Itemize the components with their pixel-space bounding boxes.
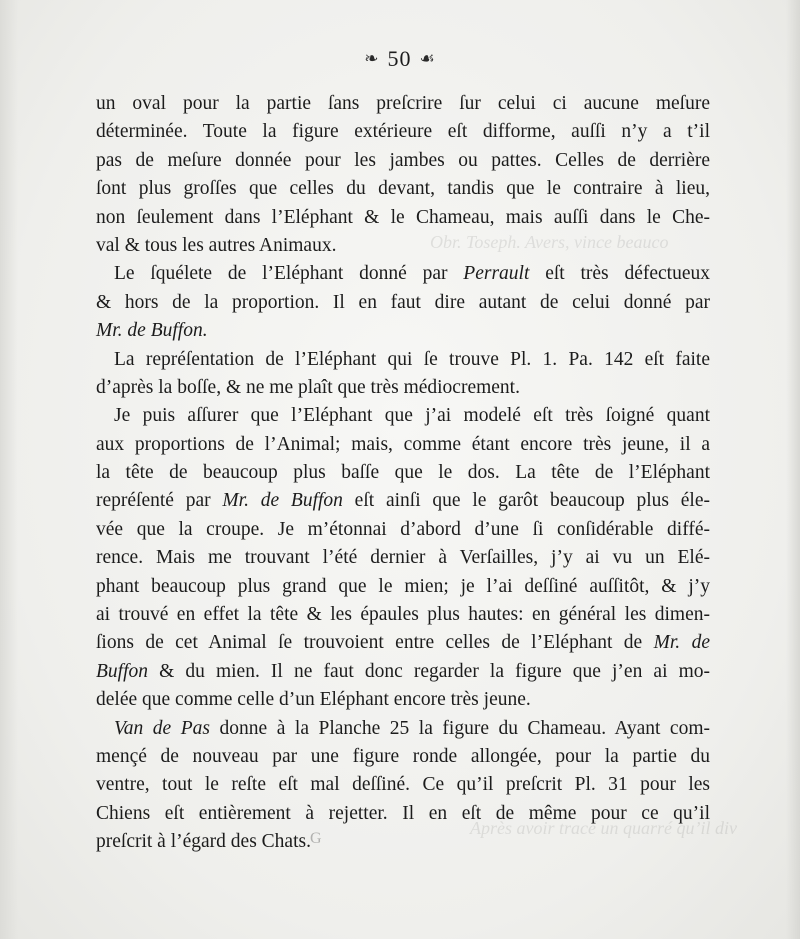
body-text bbox=[96, 90, 710, 857]
text-segment: vée que la croupe. Je m’étonnai d’abord d’une ſi conſidérable diffé- bbox=[96, 518, 710, 540]
text-segment: un oval pour la partie ſans preſcrire ſur celui ci aucune meſure bbox=[96, 93, 710, 114]
text-line bbox=[96, 459, 710, 487]
text-segment: Le ſquélete de l’Eléphant donné par bbox=[114, 263, 464, 285]
text-segment: eſt ainſi que le garôt beaucoup plus éle- bbox=[342, 490, 711, 512]
text-segment: Je puis aſſurer que l’Eléphant que j’ai modelé eſt très ſoigné quant bbox=[114, 405, 710, 427]
signature-mark: G bbox=[310, 830, 322, 847]
text-segment: ai trouvé en effet la tête & les épaules plus hautes: en général les dimen- bbox=[96, 604, 710, 626]
text-segment: ventre, tout le reſte eſt mal deſſiné. Ce qu’il preſcrit Pl. 31 pour les bbox=[96, 774, 710, 796]
show-through-line: Obr. Toseph. Avers, vince beauco bbox=[430, 232, 669, 252]
text-segment: ſions de cet Animal ſe trouvoient entre celles de l’Eléphant de bbox=[96, 632, 654, 654]
italic-text: Mr. de bbox=[653, 632, 711, 654]
text-segment: donne à la Planche 25 la figure du Chameau. Ayant com- bbox=[209, 717, 710, 739]
italic-text: Mr. de Buffon. bbox=[96, 320, 208, 342]
ornament-right-icon: ☙ bbox=[419, 49, 436, 68]
italic-text: Van de Pas bbox=[114, 717, 210, 739]
page-edge-right bbox=[786, 0, 800, 939]
text-line bbox=[96, 828, 710, 856]
text-segment: non ſeulement dans l’Eléphant & le Chameau, mais auſſi dans le Che- bbox=[96, 206, 710, 228]
text-segment: & hors de la proportion. Il en faut dire autant de celui donné par bbox=[96, 291, 710, 313]
text-line bbox=[96, 260, 710, 288]
text-line bbox=[96, 346, 710, 374]
text-segment: repréſenté par bbox=[96, 490, 223, 512]
text-segment: la tête de beaucoup plus baſſe que le dos. La tête de l’Eléphant bbox=[96, 462, 710, 484]
text-line bbox=[96, 658, 710, 686]
text-line bbox=[96, 573, 710, 601]
text-segment: rence. Mais me trouvant l’été dernier à Verſailles, j’y ai vu un Elé- bbox=[96, 547, 710, 569]
text-segment: La repréſentation de l’Eléphant qui ſe trouve Pl. 1. Pa. 142 eſt faite bbox=[114, 348, 710, 370]
text-segment: déterminée. Toute la figure extérieure eſt difforme, auſſi n’y a t’il bbox=[96, 121, 710, 143]
text-line bbox=[96, 147, 710, 175]
text-segment: preſcrit à l’égard des Chats. bbox=[96, 831, 311, 853]
text-line bbox=[96, 289, 710, 317]
text-segment: pas de meſure donnée pour les jambes ou pattes. Celles de derrière bbox=[96, 149, 710, 171]
page-number: 50 bbox=[387, 46, 412, 71]
text-line bbox=[96, 175, 710, 203]
text-line bbox=[96, 232, 710, 260]
show-through-line: Après avoir tracé un quarré qu’il div bbox=[470, 818, 737, 838]
text-segment: ſont plus groſſes que celles du devant, tandis que le contraire à lieu, bbox=[96, 178, 710, 200]
text-line bbox=[96, 487, 710, 515]
text-segment: & du mien. Il ne faut donc regarder la figure que j’en ai mo- bbox=[148, 660, 710, 682]
text-line bbox=[96, 743, 710, 771]
page-edge-left bbox=[0, 0, 18, 939]
text-segment: phant beaucoup plus grand que le mien; je l’ai deſſiné auſſitôt, & j’y bbox=[96, 575, 710, 597]
text-line bbox=[96, 90, 710, 118]
text-line bbox=[96, 629, 710, 657]
text-segment: eſt très défectueux bbox=[529, 263, 710, 285]
text-segment: val & tous les autres Animaux. bbox=[96, 234, 337, 256]
text-line bbox=[96, 374, 710, 402]
text-line bbox=[96, 715, 710, 743]
text-segment: Chiens eſt entièrement à rejetter. Il en eſt de même pour ce qu’il bbox=[96, 802, 710, 824]
text-line bbox=[96, 771, 710, 799]
text-segment: mençé de nouveau par une figure ronde allongée, pour la partie du bbox=[96, 745, 710, 767]
text-segment: delée que comme celle d’un Eléphant encore très jeune. bbox=[96, 689, 531, 711]
italic-text: Perrault bbox=[463, 263, 530, 285]
text-line bbox=[96, 317, 710, 345]
italic-text: Mr. de Buffon bbox=[222, 490, 343, 512]
text-segment: aux proportions de l’Animal; mais, comme étant encore très jeune, il a bbox=[96, 433, 710, 455]
text-line bbox=[96, 800, 710, 828]
text-line bbox=[96, 601, 710, 629]
text-segment: d’après la boſſe, & ne me plaît que très médiocrement. bbox=[96, 376, 520, 398]
text-line bbox=[96, 544, 710, 572]
text-line bbox=[96, 204, 710, 232]
text-line bbox=[96, 118, 710, 146]
italic-text: Buffon bbox=[96, 660, 148, 682]
text-line bbox=[96, 516, 710, 544]
ornament-left-icon: ❧ bbox=[364, 49, 380, 68]
text-line bbox=[96, 686, 710, 714]
text-line bbox=[96, 402, 710, 430]
text-line bbox=[96, 431, 710, 459]
page-header bbox=[0, 46, 800, 72]
